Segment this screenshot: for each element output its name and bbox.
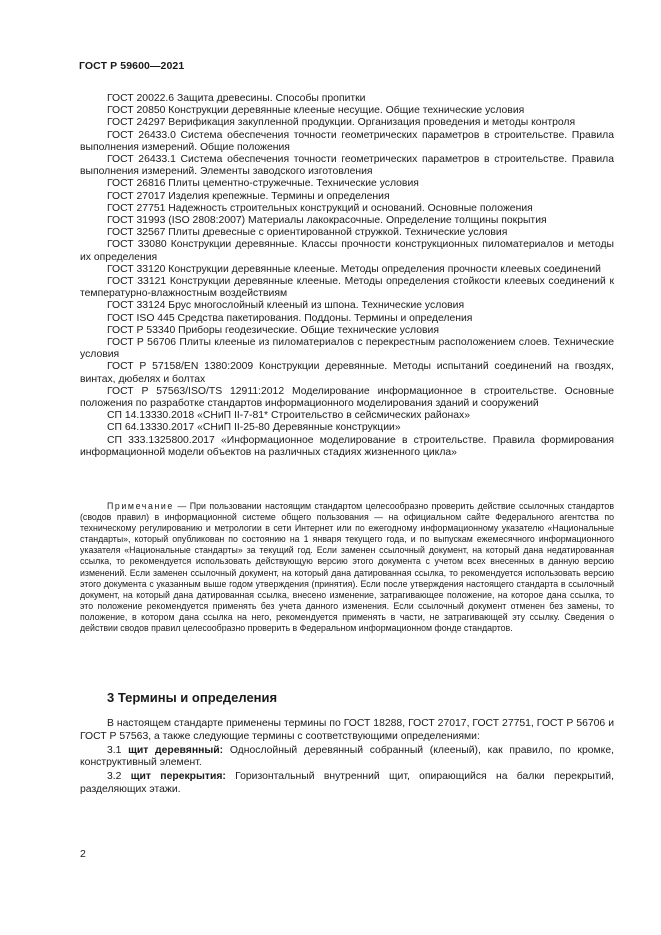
terms-section-body: [80, 718, 614, 798]
term-name: щит деревянный:: [128, 744, 224, 756]
reference-item: ГОСТ 27751 Надежность строительных конструкций и оснований. Основные положения: [107, 202, 533, 214]
reference-item: ГОСТ 27017 Изделия крепежные. Термины и определения: [107, 190, 390, 202]
note-label: Примечание: [107, 501, 174, 511]
term-name: щит перекрытия:: [130, 771, 226, 783]
term-entry: [80, 745, 614, 770]
reference-item: ГОСТ Р 56706 Плиты клееные из пиломатериалов с перекрестным расположением слоев. Технические условия: [80, 337, 614, 361]
note-text: При пользовании настоящим стандартом целесообразно проверить действие ссылочных стандартов (сводов правил) в информационной системе общего пользования — на официальном сайте Федерального агентства по техническому регулированию и метрологии в сети Интернет или по ежегодному информационному указателю «Национальные стандарты», который опубликован по состоянию на 1 января текущего года, и по выпускам ежемесячного информационного указателя «Национальные стандарты» за текущий год. Если заменен ссылочный документ, на который дана недатированная ссылка, то рекомендуется использовать действующую версию этого документа с учетом всех внесенных в данную версию изменений. Если заменен ссылочный документ, на который дана датированная ссылка, то рекомендуется использовать версию этого документа с указанным выше годом утверждения (принятия). Если после утверждения настоящего стандарта в ссылочный документ, на который дана датированная ссылка, внесено изменение, затрагивающее положение, на которое дана ссылка, то это положение рекомендуется применять без учета данного изменения. Если ссылочный документ отменен без замены, то положение, в котором дана ссылка на него, рекомендуется применять в части, не затрагивающей эту ссылку. Сведения о действии сводов правил целесообразно проверить в Федеральном информационном фонде стандартов.: [80, 501, 614, 634]
term-number: 3.1: [107, 744, 129, 756]
reference-item: ГОСТ 33121 Конструкции деревянные клееные. Методы определения стойкости клеевых соединений к температурно-влажностным воздействиям: [80, 276, 614, 300]
term-definition: Горизонтальный внутренний щит, опирающийся на балки перекрытий, разделяющих этажи.: [80, 771, 614, 795]
term-number: 3.2: [107, 771, 131, 783]
page-number: 2: [80, 848, 86, 860]
reference-item: СП 14.13330.2018 «СНиП II-7-81* Строительство в сейсмических районах»: [107, 410, 470, 422]
reference-item: ГОСТ 33124 Брус многослойный клееный из шпона. Технические условия: [107, 300, 465, 312]
reference-item: СП 333.1325800.2017 «Информационное моделирование в строительстве. Правила формирования информационной модели объектов на различных стадиях жизненного цикла»: [80, 434, 614, 458]
reference-item: ГОСТ Р 57563/ISO/TS 12911:2012 Моделирование информационное в строительстве. Основные положения по разработке стандартов информационного моделирования зданий и сооружений: [80, 385, 614, 410]
normative-references-list: [80, 93, 614, 459]
reference-item: ГОСТ 26816 Плиты цементно-стружечные. Технические условия: [107, 178, 419, 190]
reference-item: ГОСТ 33120 Конструкции деревянные клееные. Методы определения прочности клеевых соединений: [107, 263, 601, 275]
document-header: ГОСТ Р 59600—2021: [79, 60, 185, 72]
terms-intro: В настоящем стандарте применены термины по ГОСТ 18288, ГОСТ 27017, ГОСТ 27751, ГОСТ Р 56706 и ГОСТ Р 57563, а также следующие термины с соответствующими определениями:: [80, 718, 614, 742]
reference-item: ГОСТ 26433.0 Система обеспечения точности геометрических параметров в строительстве. Правила выполнения измерений. Общие положения: [80, 129, 614, 153]
section-title: 3 Термины и определения: [107, 690, 278, 705]
note-dash: —: [173, 501, 190, 511]
reference-item: ГОСТ 20850 Конструкции деревянные клееные несущие. Общие технические условия: [107, 105, 525, 117]
reference-item: ГОСТ ISO 445 Средства пакетирования. Поддоны. Термины и определения: [107, 312, 473, 324]
reference-item: ГОСТ 31993 (ISO 2808:2007) Материалы лакокрасочные. Определение толщины покрытия: [107, 215, 547, 227]
reference-item: ГОСТ Р 53340 Приборы геодезические. Общие технические условия: [107, 324, 439, 336]
reference-item: ГОСТ Р 57158/EN 1380:2009 Конструкции деревянные. Методы испытаний соединений на гвоздях, винтах, дюбелях и болтах: [80, 361, 614, 385]
reference-item: ГОСТ 24297 Верификация закупленной продукции. Организация проведения и методы контроля: [107, 117, 576, 129]
reference-item: ГОСТ 26433.1 Система обеспечения точности геометрических параметров в строительстве. Правила выполнения измерений. Элементы заводского изготовления: [80, 154, 614, 178]
term-entry: [80, 771, 614, 796]
reference-item: ГОСТ 32567 Плиты древесные с ориентированной стружкой. Технические условия: [107, 227, 508, 239]
references-note: [80, 501, 614, 634]
reference-item: СП 64.13330.2017 «СНиП II-25-80 Деревянные конструкции»: [107, 422, 401, 434]
term-definition: Однослойный деревянный собранный (клееный), как правило, по кромке, конструктивный элемент.: [80, 744, 614, 769]
reference-item: ГОСТ 20022.6 Защита древесины. Способы пропитки: [107, 93, 366, 104]
reference-item: ГОСТ 33080 Конструкции деревянные. Классы прочности конструкционных пиломатериалов и методы их определения: [80, 239, 614, 263]
